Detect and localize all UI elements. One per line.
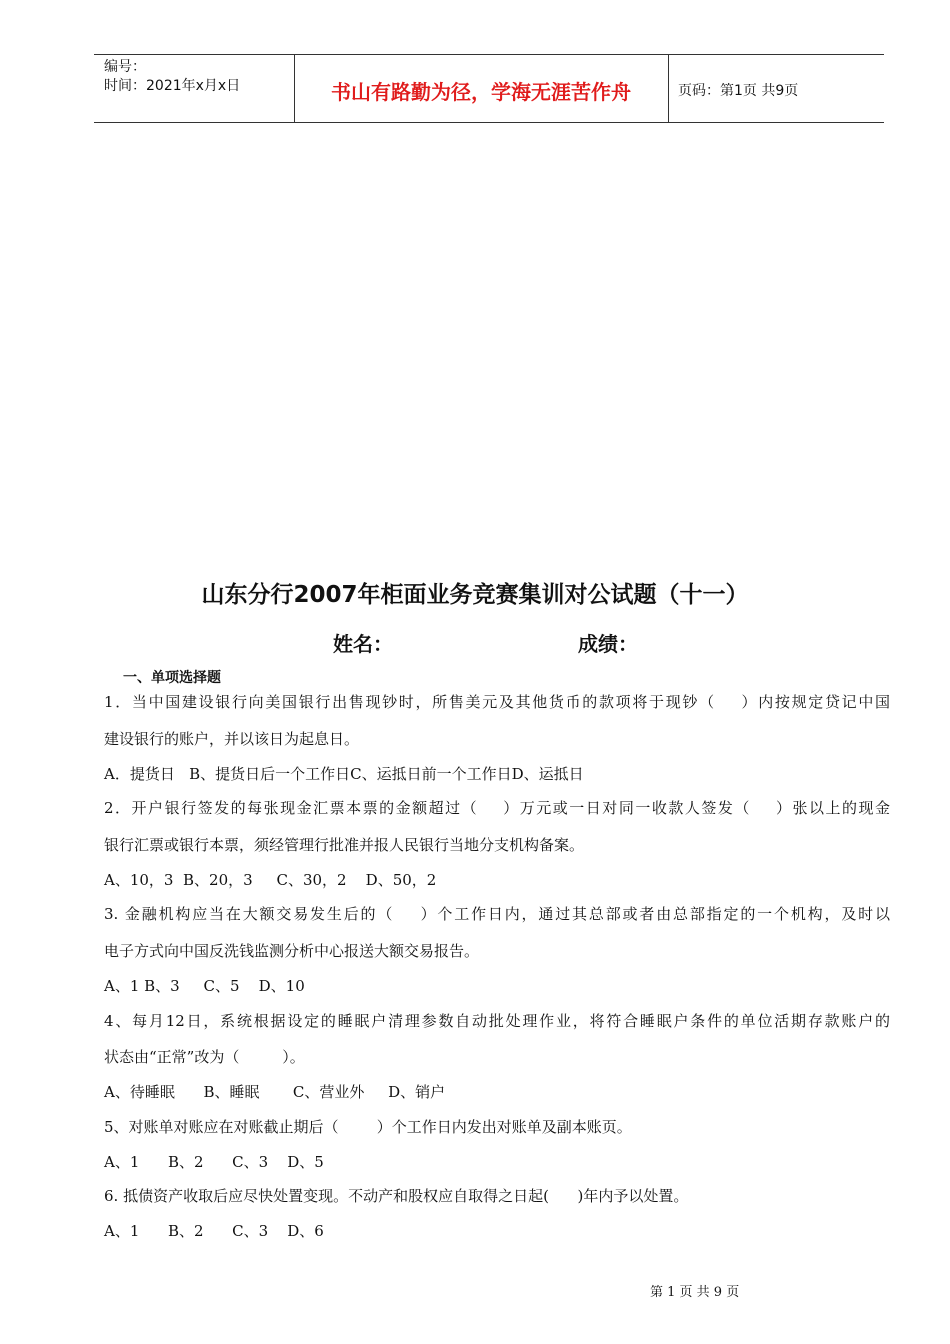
question-6-options: A、1 B、2 C、3 D、6: [104, 1222, 324, 1240]
question-2-line-2: 银行汇票或银行本票，须经管理行批准并报人民银行当地分支机构备案。: [104, 836, 585, 854]
score-label: 成绩：: [578, 632, 638, 656]
header-bottom-rule: [94, 122, 884, 123]
header-top-rule: [94, 54, 884, 55]
question-1-options: A．提货日 B、提货日后一个工作日C、运抵日前一个工作日D、运抵日: [104, 765, 584, 783]
section-title: 一、单项选择题: [123, 670, 221, 686]
question-4-line-1: 4、每月12日，系统根据设定的睡眠户清理参数自动批处理作业，将符合睡眠户条件的单位活期存款账户的: [104, 1012, 890, 1030]
document-title: 山东分行2007年柜面业务竞赛集训对公试题（十一）: [201, 582, 749, 608]
header-meta: [104, 58, 240, 96]
question-6-line-1: 6. 抵债资产收取后应尽快处置变现。不动产和股权应自取得之日起( )年内予以处置。: [104, 1187, 689, 1205]
question-1-line-2: 建设银行的账户，并以该日为起息日。: [104, 730, 360, 748]
question-3-line-2: 电子方式向中国反洗钱监测分析中心报送大额交易报告。: [104, 942, 480, 960]
question-5-line-1: 5、对账单对账应在对账截止期后（ ）个工作日内发出对账单及副本账页。: [104, 1118, 632, 1136]
question-3-options: A、1 B、3 C、5 D、10: [104, 977, 305, 995]
question-3-line-1: 3. 金融机构应当在大额交易发生后的（ ）个工作日内，通过其总部或者由总部指定的一个机构，及时以: [104, 905, 890, 923]
header-divider-right: [668, 54, 669, 122]
header-page-info: 页码：第1页 共9页: [678, 83, 799, 99]
question-5-options: A、1 B、2 C、3 D、5: [104, 1153, 324, 1171]
question-2-line-1: 2．开户银行签发的每张现金汇票本票的金额超过（ ）万元或一日对同一收款人签发（ ）张以上的现金: [104, 799, 890, 817]
question-4-options: A、待睡眠 B、睡眠 C、营业外 D、销户: [104, 1083, 446, 1101]
name-label: 姓名：: [333, 632, 393, 656]
header-motto: 书山有路勤为径，学海无涯苦作舟: [331, 80, 631, 104]
question-2-options: A、10，3 B、20，3 C、30，2 D、50，2: [104, 871, 437, 889]
question-4-line-2: 状态由“正常”改为（ ）。: [104, 1048, 305, 1066]
page-footer: 第 1 页 共 9 页: [650, 1285, 740, 1300]
header-time: 时间：2021年x月x日: [104, 78, 241, 94]
header-code-label: 编号：: [104, 59, 146, 75]
question-1-line-1: 1．当中国建设银行向美国银行出售现钞时，所售美元及其他货币的款项将于现钞（ ）内按规定贷记中国: [104, 693, 890, 711]
